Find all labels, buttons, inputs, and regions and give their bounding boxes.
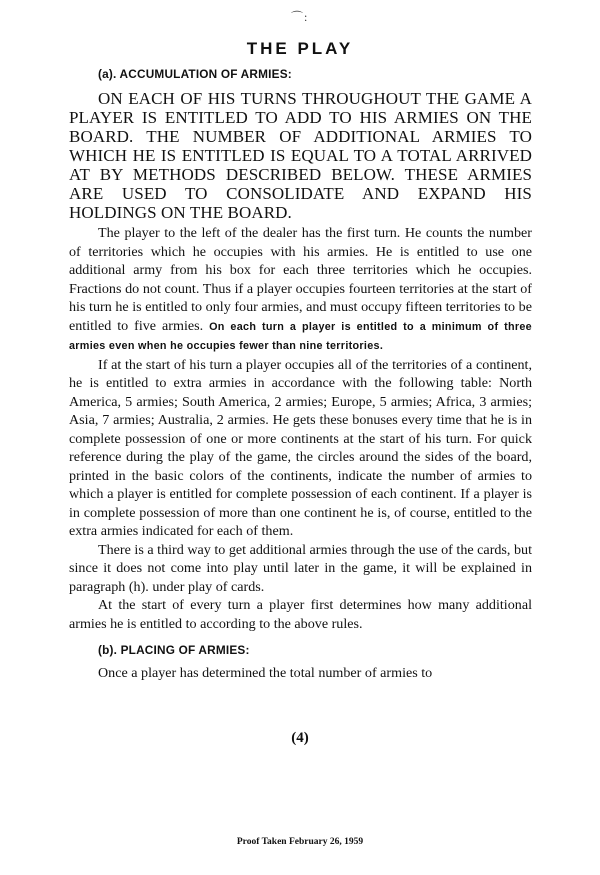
section-a-paragraph-4: At the start of every turn a player first determines how many additional armies he is entitled to according to the above rules. (69, 597, 532, 632)
page-title: THE PLAY (246, 39, 354, 58)
section-b-heading: (b). PLACING OF ARMIES: (98, 643, 250, 657)
section-a-paragraph-2: If at the start of his turn a player occupies all of the territories of a continent, he is entitled to extra armies in accordance with the following table: North America, 5 armies; South America, 2 armies; Europe, 5 armies; Africa, 3 armies; Asia, 7 armies; Australia, 2 armies. He gets these bonuses every time that he is in complete possession of one or more continents at the start of his turn. For quick reference during the play of the game, the circles around the sides of the board, printed in the basic colors of the continents, indicate the number of armies to which a player is entitled for complete possession of each continent. If a player is in complete possession of more than one continent he is, of course, entitled to the extra armies indicated for each of them. (69, 356, 532, 539)
section-a-paragraph-1-text: The player to the left of the dealer has the first turn. He counts the number of territories which he occupies with his armies. He is entitled to use one additional army from his box for each three territories which he occupies. Fractions do not count. Thus if a player occupies fourteen territories at the start of his turn he is entitled to only four armies, and must occupy fifteen territories to be entitled to five armies. (69, 225, 532, 334)
section-a-paragraph-3: There is a third way to get additional armies through the use of the cards, but since it does not come into play until later in the game, it will be explained in paragraph (h). under play of cards. (69, 541, 532, 595)
proof-footer: Proof Taken February 26, 1959 (236, 837, 364, 847)
section-a-caps-paragraph: ON EACH OF HIS TURNS THROUGHOUT THE GAME A PLAYER IS ENTITLED TO ADD TO HIS ARMIES ON THE BOARD. THE NUMBER OF ADDITIONAL ARMIES TO WHICH HE IS ENTITLED IS EQUAL TO A TOTAL ARRIVED AT BY METHODS DESCRIBED BELOW. THESE ARMIES ARE USED TO CONSOLIDATE AND EXPAND HIS HOLDINGS ON THE BOARD. (69, 89, 532, 222)
section-b-paragraph-1: Once a player has determined the total number of armies to (98, 665, 433, 681)
minimum-armies-rule: On each turn a player is entitled to a minimum of three armies even when he occupies fewer than nine territories. (69, 320, 532, 352)
top-mark: ⌒: (291, 10, 309, 24)
section-a-paragraph-1 (69, 224, 532, 356)
section-a-heading: (a). ACCUMULATION OF ARMIES: (98, 67, 292, 81)
page-number: (4) (291, 730, 309, 746)
page-body (69, 66, 532, 683)
